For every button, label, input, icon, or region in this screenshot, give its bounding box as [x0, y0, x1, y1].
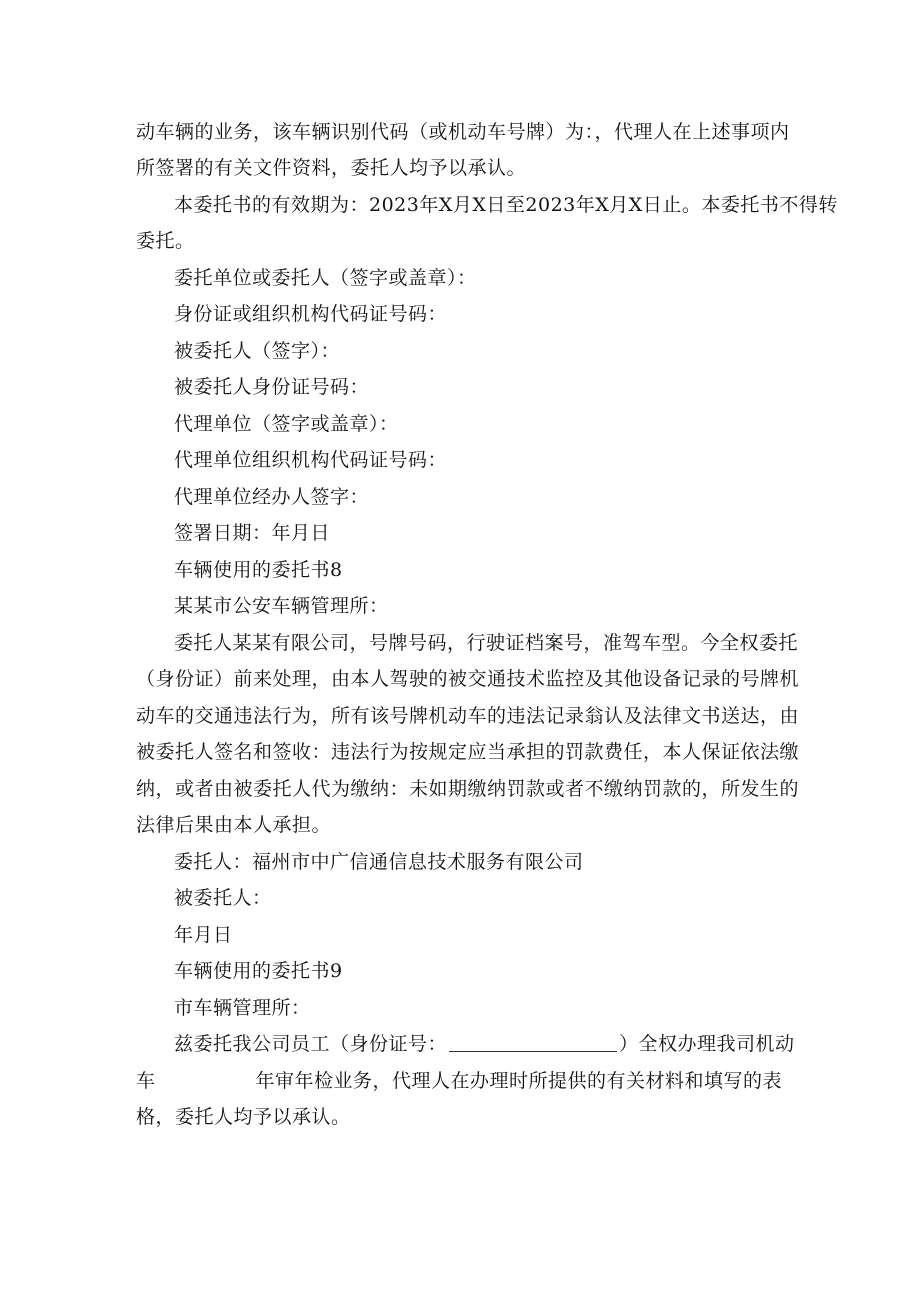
paragraph-line: 纳，或者由被委托人代为缴纳：未如期缴纳罚款或者不缴纳罚款的，所发生的 — [136, 778, 800, 800]
blank-underline — [449, 1033, 617, 1052]
paragraph-line: （身份证）前来处理，由本人驾驶的被交通技术监控及其他设备记录的号牌机 — [136, 668, 800, 690]
paragraph-line — [136, 1069, 782, 1093]
paragraph-line: 委托。 — [136, 230, 195, 252]
paragraph-line: 所签署的有关文件资料，委托人均予以承认。 — [136, 157, 527, 179]
form-field-label: 委托单位或委托人（签字或盖章）： — [174, 267, 477, 289]
form-field-label: 签署日期：年月日 — [174, 522, 331, 544]
form-field-label: 代理单位组织机构代码证号码： — [174, 449, 448, 471]
section-heading: 车辆使用的委托书9 — [174, 960, 343, 982]
paragraph-line: 法律后果由本人承担。 — [136, 814, 332, 836]
signature-line: 委托人：福州市中广信通信息技术服务有限公司 — [174, 851, 584, 873]
paragraph-text: 年审年检业务，代理人在办理时所提供的有关材料和填写的表 — [255, 1070, 783, 1092]
paragraph-line: 格，委托人均予以承认。 — [136, 1106, 351, 1128]
section-heading: 车辆使用的委托书8 — [174, 559, 343, 581]
paragraph-line: 动车辆的业务，该车辆识别代码（或机动车号牌）为：，代理人在上述事项内 — [136, 121, 790, 143]
form-field-label: 被委托人（签字）： — [174, 340, 341, 362]
paragraph-text: 车 — [136, 1070, 156, 1092]
paragraph-line: 委托人某某有限公司，号牌号码，行驶证档案号，准驾车型。今全权委托 — [174, 632, 799, 654]
form-field-label: 代理单位经办人签字： — [174, 486, 370, 508]
paragraph-line: 被委托人签名和签收：违法行为按规定应当承担的罚款费任，本人保证依法缴 — [136, 741, 800, 763]
paragraph-line — [174, 1032, 795, 1056]
addressee-line: 市车辆管理所： — [174, 997, 311, 1019]
paragraph-line: 本委托书的有效期为：2023年X月X日至2023年X月X日止。本委托书不得转 — [174, 194, 838, 216]
form-field-label: 身份证或组织机构代码证号码： — [174, 303, 448, 325]
signature-line: 被委托人： — [174, 887, 272, 909]
date-line: 年月日 — [174, 924, 233, 946]
paragraph-text: ）全权办理我司机动 — [619, 1033, 795, 1055]
paragraph-line: 动车的交通违法行为，所有该号牌机动车的违法记录翁认及法律文书送达，由 — [136, 705, 800, 727]
addressee-line: 某某市公安车辆管理所： — [174, 595, 389, 617]
form-field-label: 代理单位（签字或盖章）： — [174, 413, 399, 435]
paragraph-text: 兹委托我公司员工（身份证号： — [174, 1033, 448, 1055]
form-field-label: 被委托人身份证号码： — [174, 376, 370, 398]
